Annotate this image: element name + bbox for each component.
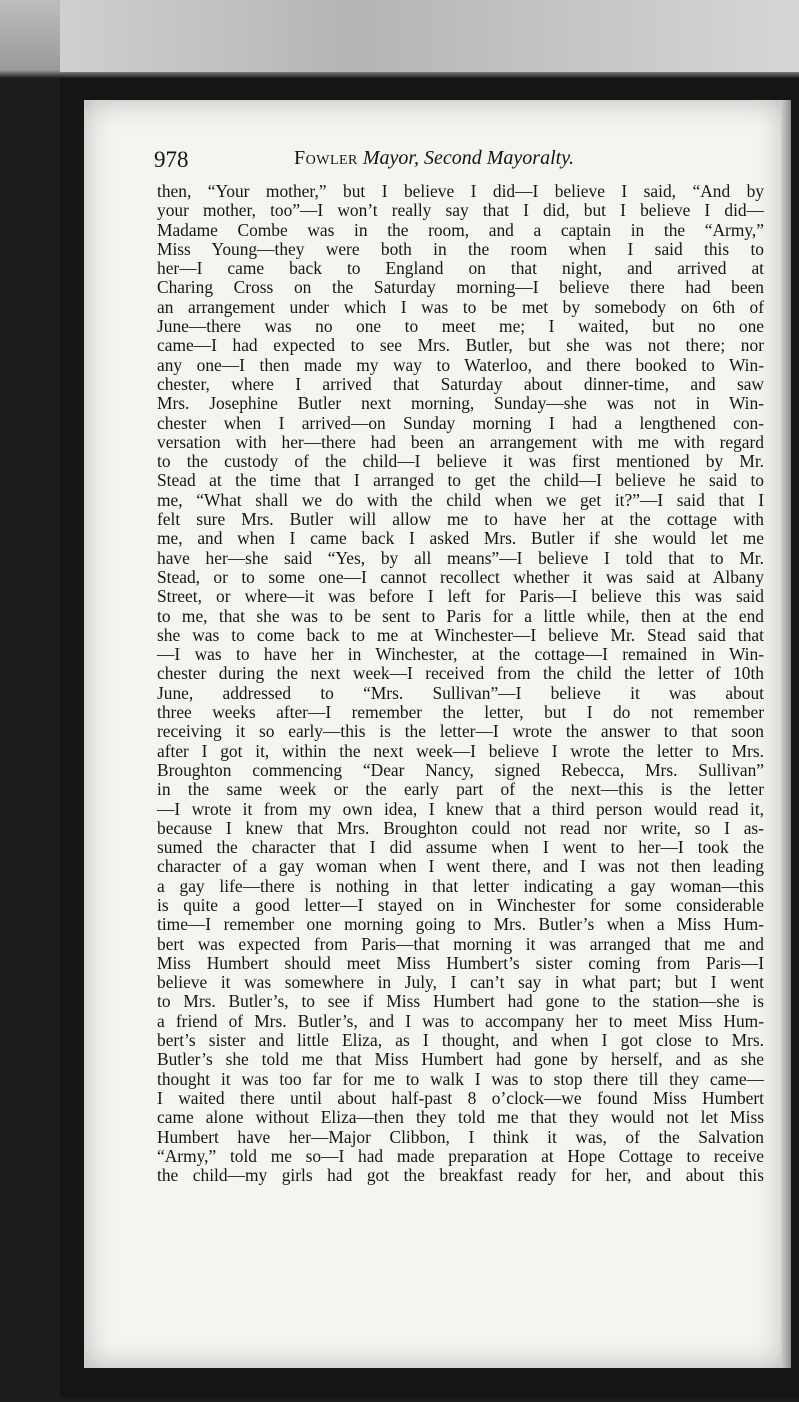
text-line: Humbert have her—Major Clibbon, I think it was, of the Salvation: [157, 1126, 764, 1147]
text-line: June, addressed to “Mrs. Sullivan”—I believe it was about: [157, 682, 764, 703]
text-line: bert’s sister and little Eliza, as I thought, and when I got close to Mrs.: [157, 1030, 764, 1051]
text-line: receiving it so early—this is the letter—I wrote the answer to that soon: [157, 721, 764, 742]
page-number: 978: [154, 147, 189, 172]
text-line: her—I came back to England on that night, and arrived at: [157, 258, 764, 279]
text-line: sumed the character that I did assume when I went to her—I took the: [157, 837, 764, 858]
text-line: Street, or where—it was before I left for Paris—I believe this was said: [157, 586, 764, 607]
text-line: —I was to have her in Winchester, at the cottage—I remained in Win-: [157, 644, 764, 665]
text-line: chester, where I arrived that Saturday about dinner-time, and saw: [157, 373, 764, 394]
text-line: in the same week or the early part of the next—this is the letter: [157, 779, 764, 800]
text-line: —I wrote it from my own idea, I knew that a third person would read it,: [157, 798, 764, 819]
running-title-office: Mayor,: [362, 147, 419, 169]
text-line: came—I had expected to see Mrs. Butler, but she was not there; nor: [157, 335, 764, 356]
text-line: after I got it, within the next week—I believe I wrote the letter to Mrs.: [157, 740, 764, 761]
text-line: June—there was no one to meet me; I waited, but no one: [157, 316, 764, 337]
text-line: Broughton commencing “Dear Nancy, signed Rebecca, Mrs. Sullivan”: [157, 759, 764, 780]
text-line: I waited there until about half-past 8 o’clock—we found Miss Humbert: [157, 1087, 764, 1108]
text-line: thought it was too far for me to walk I was to stop there till they came—: [157, 1068, 764, 1089]
scanner-background: [60, 0, 799, 72]
text-line: an arrangement under which I was to be met by somebody on 6th of: [157, 296, 764, 317]
text-line: came alone without Eliza—then they told me that they would not let Miss: [157, 1107, 764, 1128]
text-line: then, “Your mother,” but I believe I did—I believe I said, “And by: [157, 181, 764, 201]
text-line: any one—I then made my way to Waterloo, and there booked to Win-: [157, 354, 764, 375]
text-line: chester when I arrived—on Sunday morning I had a lengthened con-: [157, 412, 764, 433]
text-line: Madame Combe was in the room, and a captain in the “Army,”: [157, 219, 764, 240]
text-line: a gay life—there is nothing in that letter indicating a gay woman—this: [157, 875, 764, 896]
text-line: Mrs. Josephine Butler next morning, Sunday—she was not in Win-: [157, 393, 764, 414]
text-line: versation with her—there had been an arrangement with me with regard: [157, 431, 764, 452]
text-line: bert was expected from Paris—that morning it was arranged that me and: [157, 933, 764, 954]
text-line: because I knew that Mrs. Broughton could not read nor write, so I as-: [157, 817, 764, 838]
running-title-name: Fowler: [294, 147, 358, 169]
text-line: the child—my girls had got the breakfast ready for her, and about this: [157, 1165, 764, 1186]
text-line: believe it was somewhere in July, I can’t say in what part; but I went: [157, 972, 764, 993]
text-line: Butler’s she told me that Miss Humbert had gone by herself, and as she: [157, 1049, 764, 1070]
page-fore-edge: [781, 100, 791, 1368]
text-line: me, “What shall we do with the child when we get it?”—I said that I: [157, 489, 764, 510]
running-head: [154, 147, 754, 177]
text-line: Stead, or to some one—I cannot recollect whether it was said at Albany: [157, 566, 764, 587]
text-line: to Mrs. Butler’s, to see if Miss Humbert had gone to the station—she is: [157, 991, 764, 1012]
text-line: Miss Humbert should meet Miss Humbert’s sister coming from Paris—I: [157, 952, 764, 973]
page-sheet: [84, 100, 784, 1368]
text-line: Miss Young—they were both in the room when I said this to: [157, 238, 764, 259]
body-text: [157, 182, 764, 1185]
text-line: your mother, too”—I won’t really say that I did, but I believe I did—: [157, 200, 764, 221]
text-line: Stead at the time that I arranged to get the child—I believe he said to: [157, 470, 764, 491]
text-line: character of a gay woman when I went there, and I was not then leading: [157, 856, 764, 877]
text-line: Charing Cross on the Saturday morning—I believe there had been: [157, 277, 764, 298]
text-line: a friend of Mrs. Butler’s, and I was to accompany her to meet Miss Hum-: [157, 1010, 764, 1031]
running-title-term: Second Mayoralty.: [424, 147, 574, 169]
text-line: is quite a good letter—I stayed on in Winchester for some considerable: [157, 894, 764, 915]
text-line: time—I remember one morning going to Mrs. Butler’s when a Miss Hum-: [157, 914, 764, 935]
text-line: three weeks after—I remember the letter, but I do not remember: [157, 702, 764, 723]
text-line: to the custody of the child—I believe it was first mentioned by Mr.: [157, 451, 764, 472]
text-line: have her—she said “Yes, by all means”—I believe I told that to Mr.: [157, 547, 764, 568]
text-line: “Army,” told me so—I had made preparation at Hope Cottage to receive: [157, 1145, 764, 1166]
text-line: me, and when I came back I asked Mrs. Butler if she would let me: [157, 528, 764, 549]
text-line: she was to come back to me at Winchester—I believe Mr. Stead said that: [157, 624, 764, 645]
running-title: [294, 147, 574, 170]
text-line: to me, that she was to be sent to Paris for a little while, then at the end: [157, 605, 764, 626]
text-line: chester during the next week—I received from the child the letter of 10th: [157, 663, 764, 684]
text-line: felt sure Mrs. Butler will allow me to have her at the cottage with: [157, 509, 764, 530]
